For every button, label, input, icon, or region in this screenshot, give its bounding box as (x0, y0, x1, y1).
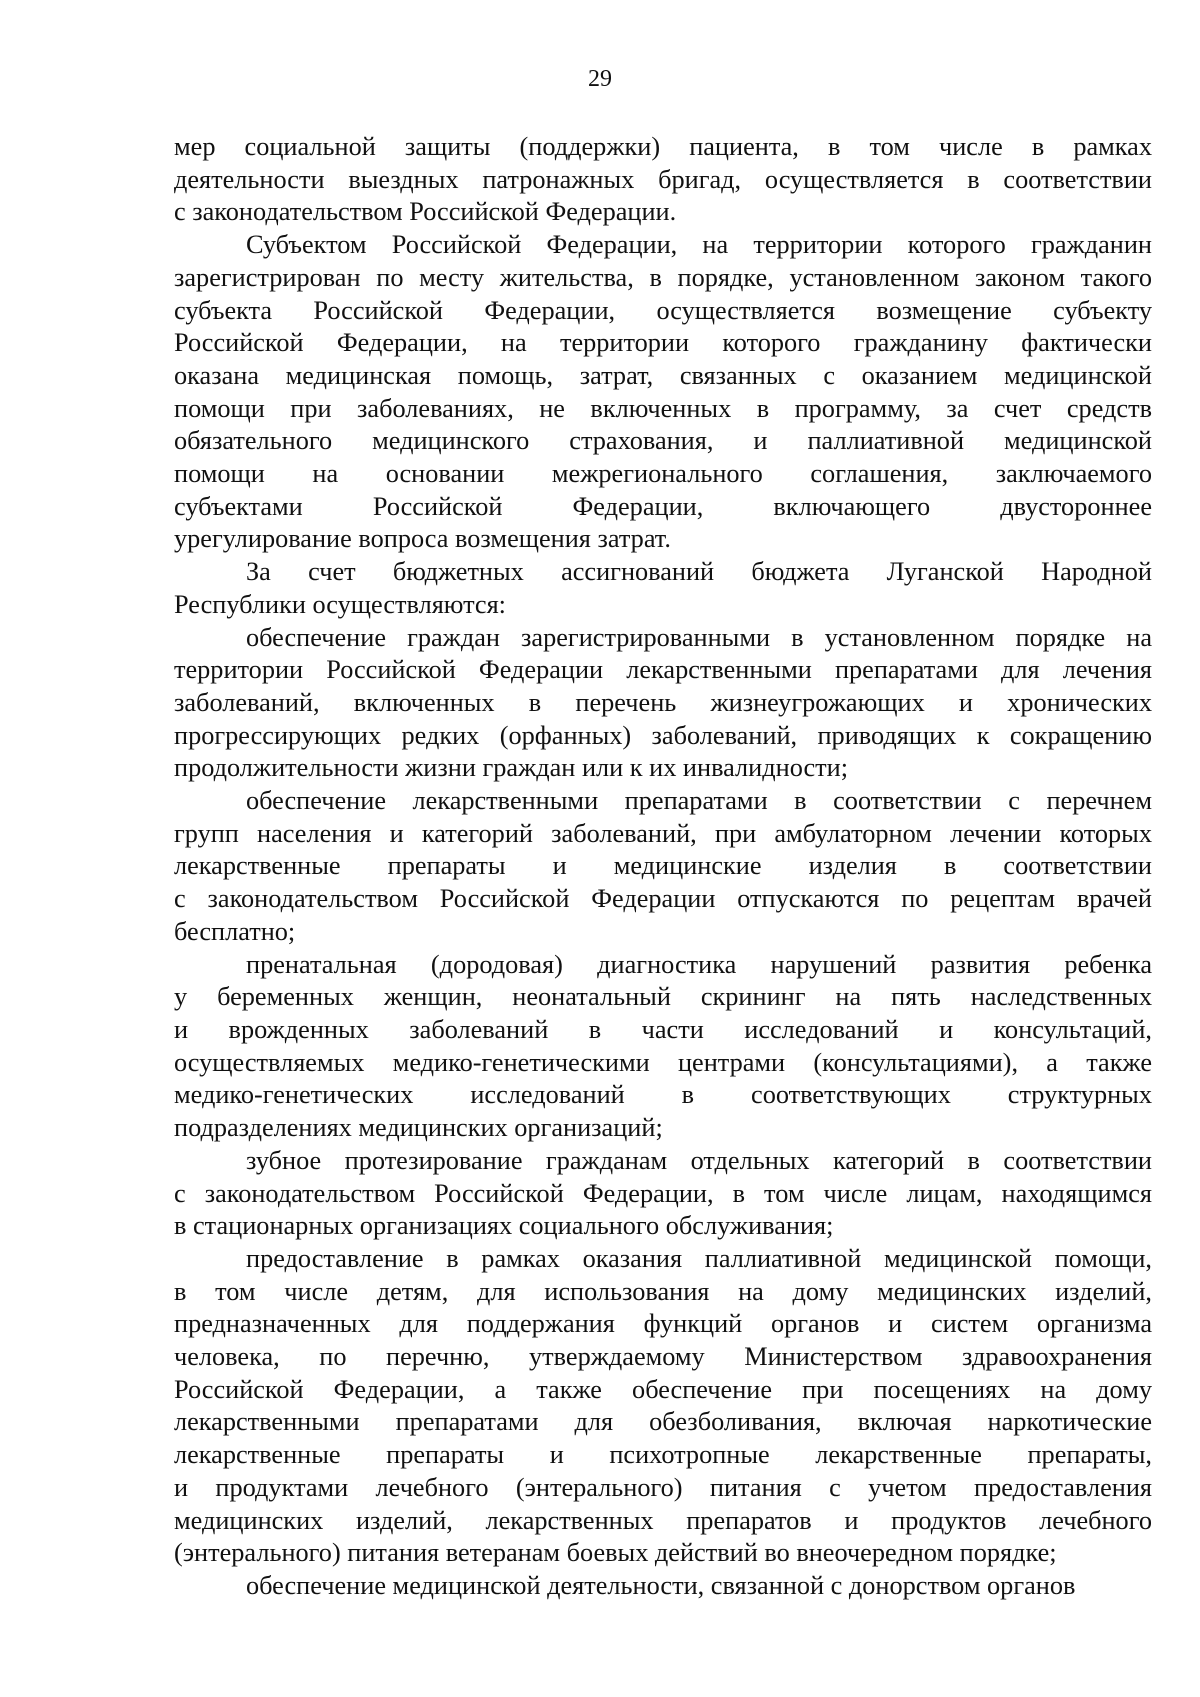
text-line: субъекта Российской Федерации, осуществляется возмещение субъекту (174, 295, 1152, 325)
text-line: групп населения и категорий заболеваний, при амбулаторном лечении которых (174, 818, 1152, 848)
text-line: прогрессирующих редких (орфанных) заболеваний, приводящих к сокращению (174, 720, 1152, 750)
text-line: Субъектом Российской Федерации, на территории которого гражданин (246, 230, 1152, 260)
text-line: продолжительности жизни граждан или к их инвалидности; (174, 753, 849, 783)
text-line: мер социальной защиты (поддержки) пациента, в том числе в рамках (174, 132, 1152, 161)
text-line: в том числе детям, для использования на дому медицинских изделий, (174, 1276, 1152, 1306)
text-line: обеспечение медицинской деятельности, связанной с донорством органов (246, 1570, 1076, 1600)
paragraph (174, 1243, 1152, 1570)
text-line: зарегистрирован по месту жительства, в порядке, установленном законом такого (174, 262, 1152, 292)
text-line: заболеваний, включенных в перечень жизнеугрожающих и хронических (174, 687, 1152, 717)
text-line: Российской Федерации, а также обеспечение при посещениях на дому (174, 1374, 1152, 1404)
text-line: осуществляемых медико-генетическими центрами (консультациями), а также (174, 1047, 1152, 1077)
text-line: предоставление в рамках оказания паллиативной медицинской помощи, (246, 1243, 1152, 1273)
text-line: Республики осуществляются: (174, 589, 506, 619)
text-line: оказана медицинская помощь, затрат, связанных с оказанием медицинской (174, 360, 1152, 390)
text-line: Российской Федерации, на территории которого гражданину фактически (174, 328, 1152, 358)
text-line: пренатальная (дородовая) диагностика нарушений развития ребенка (246, 949, 1152, 979)
text-line: с законодательством Российской Федерации отпускаются по рецептам врачей (174, 884, 1152, 914)
text-line: человека, по перечню, утверждаемому Министерством здравоохранения (174, 1342, 1152, 1372)
paragraph (174, 229, 1152, 556)
text-line: урегулирование вопроса возмещения затрат. (174, 524, 671, 554)
text-line: зубное протезирование гражданам отдельных категорий в соответствии (246, 1145, 1152, 1175)
text-line: обеспечение граждан зарегистрированными в установленном порядке на (246, 622, 1152, 652)
text-line: (энтерального) питания ветеранам боевых действий во внеочередном порядке; (174, 1538, 1057, 1568)
text-line: с законодательством Российской Федерации, в том числе лицам, находящимся (174, 1178, 1152, 1208)
paragraph (174, 785, 1152, 949)
text-line: у беременных женщин, неонатальный скрининг на пять наследственных (174, 982, 1152, 1012)
text-line: помощи при заболеваниях, не включенных в программу, за счет средств (174, 393, 1152, 423)
text-line: За счет бюджетных ассигнований бюджета Луганской Народной (246, 557, 1152, 587)
text-line: лекарственные препараты и медицинские изделия в соответствии (174, 851, 1152, 881)
text-line: подразделениях медицинских организаций; (174, 1113, 663, 1143)
text-line: медико-генетических исследований в соответствующих структурных (174, 1080, 1152, 1110)
paragraph (174, 556, 1152, 621)
text-line: субъектами Российской Федерации, включающего двустороннее (174, 491, 1152, 521)
paragraph (174, 131, 1152, 229)
text-line: предназначенных для поддержания функций органов и систем организма (174, 1309, 1152, 1339)
paragraph (174, 622, 1152, 786)
text-line: обязательного медицинского страхования, и паллиативной медицинской (174, 426, 1152, 456)
text-line: в стационарных организациях социального обслуживания; (174, 1211, 834, 1241)
text-line: и продуктами лечебного (энтерального) питания с учетом предоставления (174, 1472, 1152, 1502)
text-line: и врожденных заболеваний в части исследований и консультаций, (174, 1014, 1152, 1044)
paragraph (174, 1145, 1152, 1243)
text-line: бесплатно; (174, 916, 296, 946)
text-line: территории Российской Федерации лекарственными препаратами для лечения (174, 655, 1152, 685)
page-number: 29 (588, 66, 612, 92)
text-line: с законодательством Российской Федерации. (174, 197, 677, 227)
paragraph (174, 1570, 1152, 1603)
text-line: медицинских изделий, лекарственных препаратов и продуктов лечебного (174, 1505, 1152, 1535)
text-line: лекарственными препаратами для обезболивания, включая наркотические (174, 1407, 1152, 1437)
text-line: деятельности выездных патронажных бригад, осуществляется в соответствии (174, 164, 1152, 194)
text-line: обеспечение лекарственными препаратами в соответствии с перечнем (246, 786, 1152, 816)
document-body (174, 131, 1152, 1603)
text-line: помощи на основании межрегионального соглашения, заключаемого (174, 459, 1152, 489)
paragraph (174, 949, 1152, 1145)
text-line: лекарственные препараты и психотропные лекарственные препараты, (174, 1440, 1152, 1470)
